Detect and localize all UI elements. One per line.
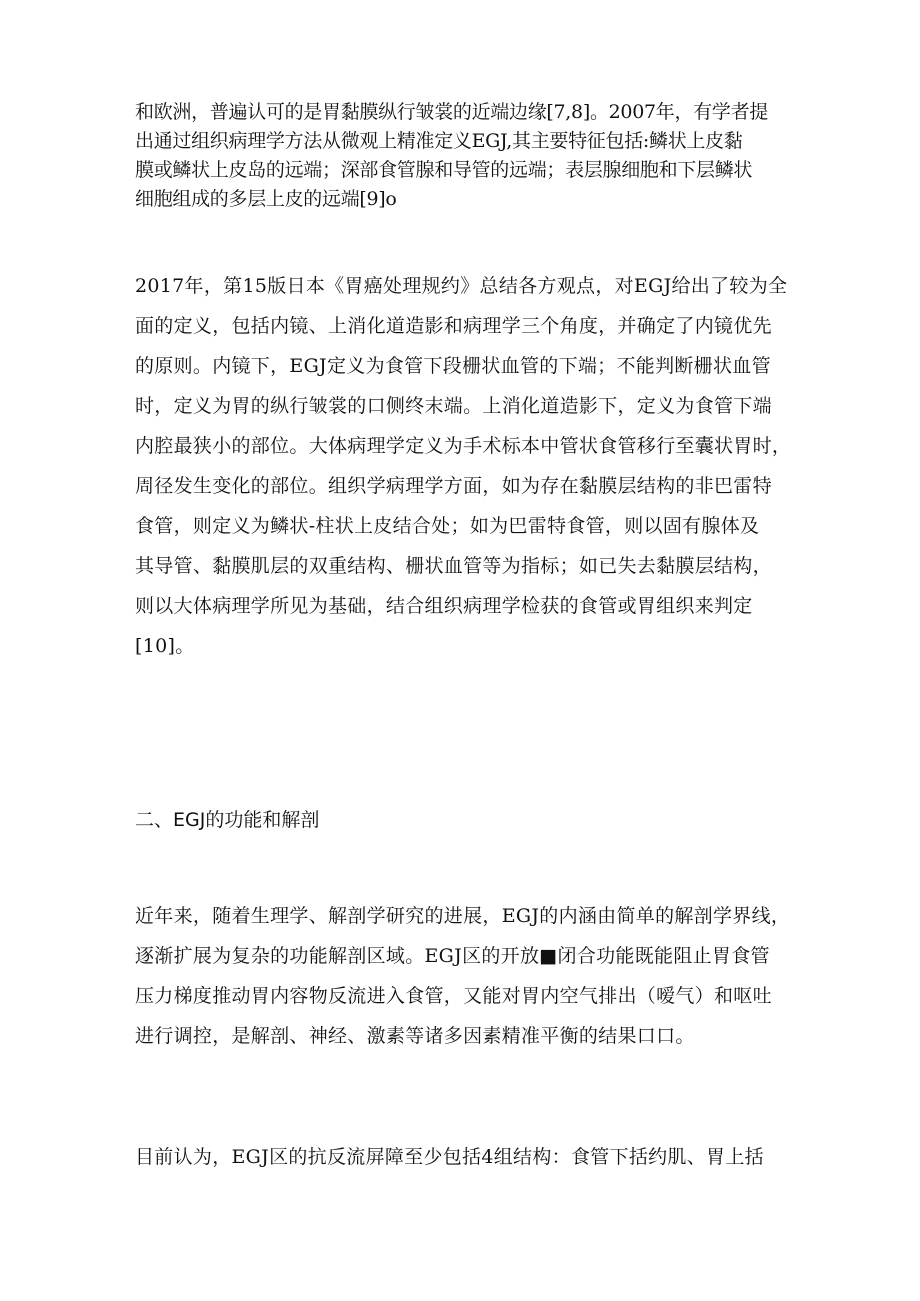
paragraph-japanese-classification [135,266,795,666]
section-heading-text: 二、EGJ的功能和解剖 [135,809,320,831]
text-line: 压力梯度推动胃内容物反流进入食管，又能对胃内空气排出（嗳气）和呕吐 [135,985,772,1007]
text-line: 近年来，随着生理学、解剖学研究的进展，EGJ的内涵由简单的解剖学界线， [135,905,791,927]
text-line: 面的定义，包括内镜、上消化道造影和病理学三个角度，并确定了内镜优先 [135,315,772,337]
paragraph-antireflux-barrier [135,1137,795,1177]
text-line: 内腔最狭小的部位。大体病理学定义为手术标本中管状食管移行至囊状胃时， [135,435,792,457]
section-heading [135,800,795,840]
text-line: 逐渐扩展为复杂的功能解剖区域。EGJ区的开放■闭合功能既能阻止胃食管 [135,945,770,967]
text-line: 时，定义为胃的纵行皱裳的口侧终末端。上消化道造影下，定义为食管下端 [135,395,772,417]
text-line: 的原则。内镜下，EGJ定义为食管下段栅状血管的下端；不能判断栅状血管 [135,355,771,377]
text-line: 其导管、黏膜肌层的双重结构、栅状血管等为指标；如已失去黏膜层结构， [135,555,772,577]
paragraph-egj-function [135,896,795,1056]
text-line: 和欧洲，普遍认可的是胃黏膜纵行皱裳的近端边缘[7,8]。2007年，有学者提 [135,101,768,123]
paragraph-egj-definition-history [135,98,795,214]
text-line: 2017年，第15版日本《胃癌处理规约》总结各方观点，对EGJ给出了较为全 [135,275,788,297]
text-line: 目前认为，EGJ区的抗反流屏障至少包括4组结构：食管下括约肌、胃上括 [135,1146,764,1168]
text-line: 出通过组织病理学方法从微观上精准定义EGJ,其主要特征包括:鳞状上皮黏 [135,130,743,152]
text-line: [10]。 [135,635,195,657]
text-line: 进行调控，是解剖、神经、激素等诸多因素精准平衡的结果口口。 [135,1025,695,1047]
text-line: 细胞组成的多层上皮的远端[9]o [135,188,397,210]
text-line: 膜或鳞状上皮岛的远端；深部食管腺和导管的远端；表层腺细胞和下层鳞状 [135,159,753,181]
text-line: 周径发生变化的部位。组织学病理学方面，如为存在黏膜层结构的非巴雷特 [135,475,772,497]
text-line: 食管，则定义为鳞状-柱状上皮结合处；如为巴雷特食管，则以固有腺体及 [135,515,760,537]
text-line: 则以大体病理学所见为基础，结合组织病理学检获的食管或胃组织来判定 [135,595,753,617]
